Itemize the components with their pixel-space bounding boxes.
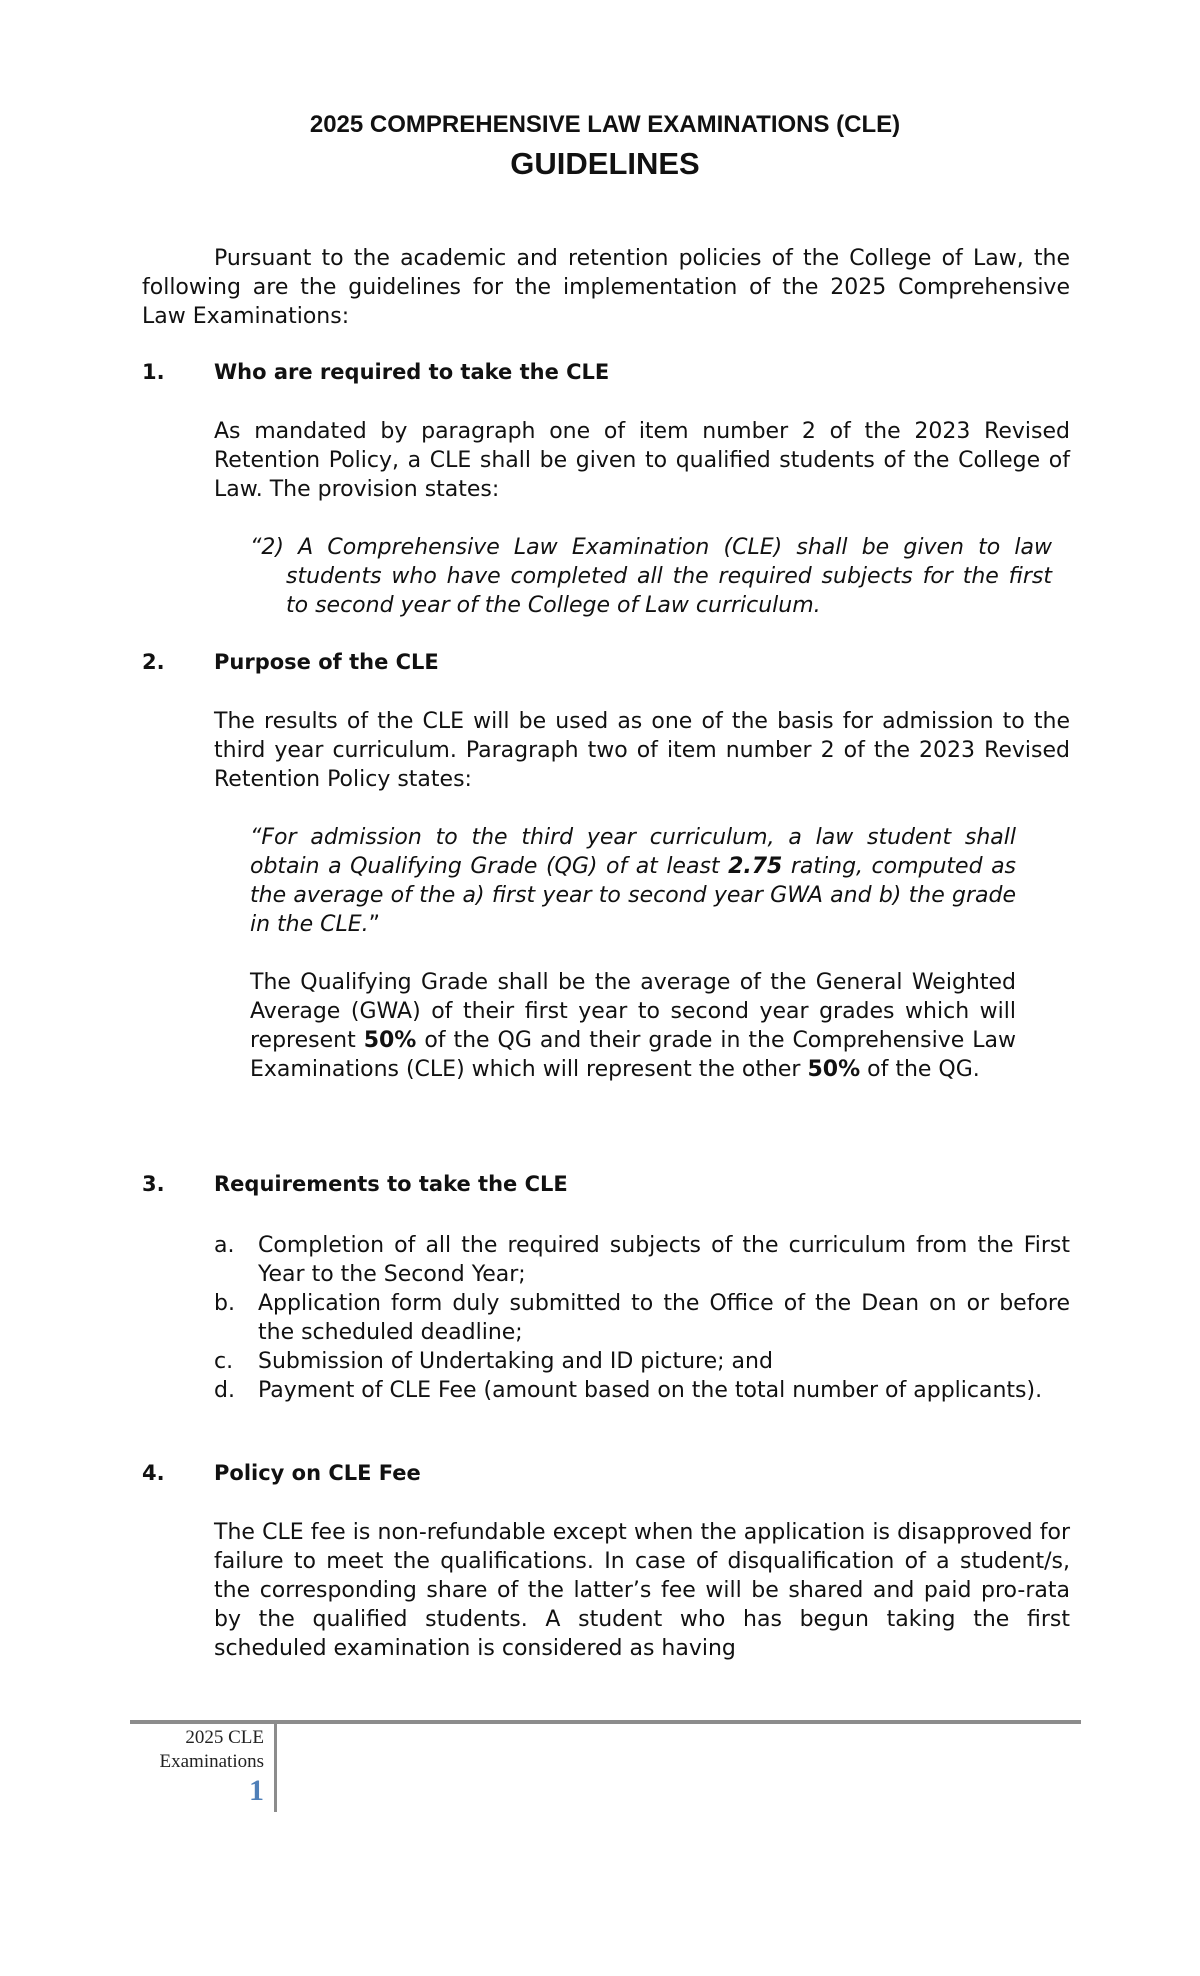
section-3-number: 3.	[142, 1172, 165, 1196]
section-2-number: 2.	[142, 650, 165, 674]
intro-paragraph: Pursuant to the academic and retention policies of the College of Law, the following are the guidelines for the implementation of the 2025 Comprehensive Law Examinations:	[142, 246, 1070, 329]
section-1-number: 1.	[142, 360, 165, 384]
document-title: 2025 COMPREHENSIVE LAW EXAMINATIONS (CLE)	[309, 111, 901, 138]
footer-vertical-rule	[274, 1724, 277, 1812]
list-item	[214, 1289, 1070, 1347]
list-item	[214, 1231, 1070, 1289]
section-2-qualifying-grade	[250, 968, 1016, 1084]
footer-label-line1: 2025 CLE	[185, 1727, 264, 1748]
quote-text-part1: “For admission to the third year curriculum, a law student shall obtain a Qualifying Grade (QG) of at least	[250, 825, 1016, 879]
list-marker: b.	[214, 1291, 235, 1316]
list-item	[214, 1347, 1070, 1376]
list-item	[214, 1376, 1070, 1405]
section-1-quote: “2) A Comprehensive Law Examination (CLE) shall be given to law students who have completed all the required subjects for the first to second year of the College of Law curriculum.	[250, 535, 1052, 618]
footer-horizontal-rule	[130, 1720, 1081, 1724]
qg-text-part2: of the QG and their grade in the Comprehensive Law Examinations (CLE) which will represent the other	[250, 1028, 1016, 1082]
quote-bold-rating: 2.75	[728, 854, 783, 879]
section-2-quote	[250, 823, 1016, 939]
document-subtitle: GUIDELINES	[510, 146, 700, 181]
list-marker: a.	[214, 1233, 235, 1258]
list-item-text: Application form duly submitted to the Office of the Dean on or before the scheduled deadline;	[258, 1291, 1070, 1345]
list-marker: d.	[214, 1378, 235, 1403]
list-marker: c.	[214, 1349, 234, 1374]
qg-text-part1: The Qualifying Grade shall be the average of the General Weighted Average (GWA) of their first year to second year grades which will represent	[250, 970, 1016, 1053]
section-2-body: The results of the CLE will be used as one of the basis for admission to the third year curriculum. Paragraph two of item number 2 of the 2023 Revised Retention Policy states:	[214, 709, 1070, 792]
section-4-number: 4.	[142, 1461, 165, 1485]
section-1-heading: Who are required to take the CLE	[214, 360, 610, 384]
list-item-text: Submission of Undertaking and ID picture; and	[258, 1349, 773, 1374]
section-1-body: As mandated by paragraph one of item number 2 of the 2023 Revised Retention Policy, a CLE shall be given to qualified students of the College of Law. The provision states:	[214, 419, 1070, 502]
list-item-text: Completion of all the required subjects of the curriculum from the First Year to the Second Year;	[258, 1233, 1070, 1287]
qg-bold-2: 50%	[807, 1057, 861, 1082]
section-4-body: The CLE fee is non-refundable except when the application is disapproved for failure to meet the qualifications. In case of disqualification of a student/s, the corresponding share of the latter’s fee will be shared and paid pro-rata by the qualified students. A student who has begun taking the first scheduled examination is considered as having	[214, 1520, 1070, 1661]
list-item-text: Payment of CLE Fee (amount based on the total number of applicants).	[258, 1378, 1043, 1403]
requirements-list	[214, 1231, 1070, 1405]
section-3-heading: Requirements to take the CLE	[214, 1172, 568, 1196]
quote-text-part2: rating, computed as the average of the a) first year to second year GWA and b) the grade in the CLE.	[250, 854, 1017, 937]
footer-label-line2: Examinations	[159, 1751, 264, 1772]
page-number: 1	[249, 1774, 264, 1807]
quote-close-mark: ”	[368, 912, 381, 937]
section-4-heading: Policy on CLE Fee	[214, 1461, 421, 1485]
qg-text-part3: of the QG.	[860, 1057, 980, 1082]
section-2-heading: Purpose of the CLE	[214, 650, 439, 674]
qg-bold-1: 50%	[363, 1028, 417, 1053]
